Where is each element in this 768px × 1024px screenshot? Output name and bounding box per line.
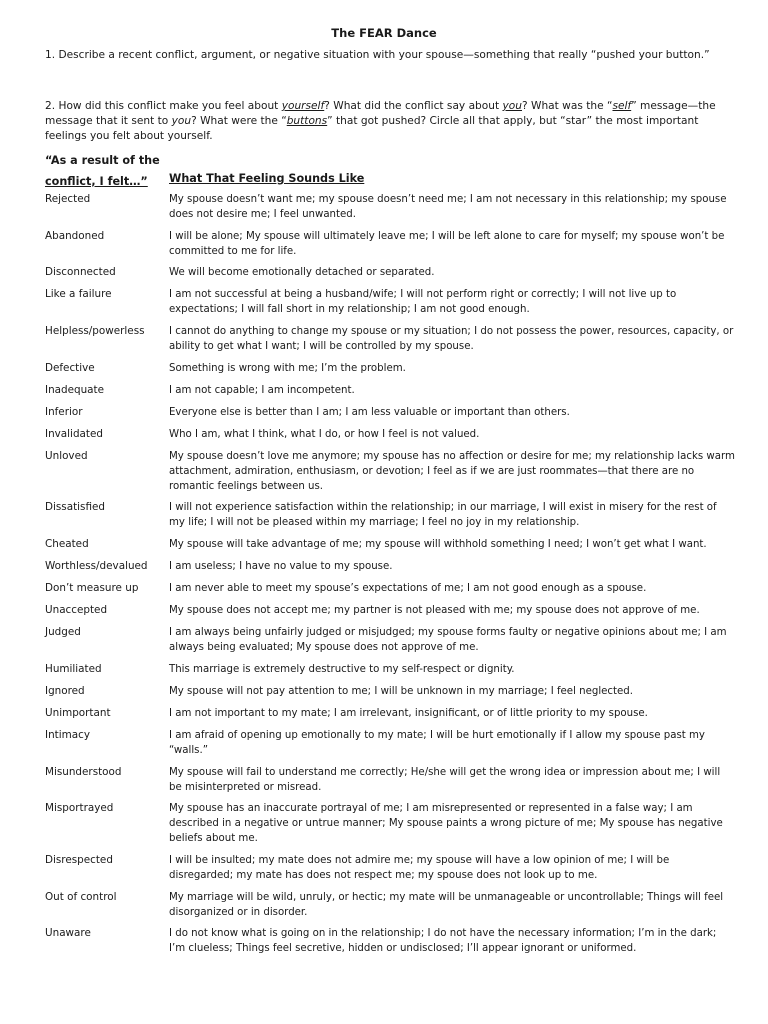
q2-text: ? What was the “: [521, 100, 613, 112]
description-column-header: What That Feeling Sounds Like: [169, 172, 365, 185]
feeling-description: I am never able to meet my spouse’s expectations of me; I am not good enough as a spouse.: [169, 583, 647, 594]
q2-text: ? What did the conflict say about: [324, 100, 503, 112]
feeling-label[interactable]: Misunderstood: [45, 766, 122, 778]
feeling-description: Everyone else is better than I am; I am less valuable or important than others.: [169, 407, 570, 418]
feeling-label[interactable]: Inadequate: [45, 384, 105, 396]
feeling-description: My spouse will not pay attention to me; I will be unknown in my marriage; I feel neglected.: [169, 686, 633, 697]
feeling-label[interactable]: Dissatisfied: [45, 501, 105, 513]
feeling-label[interactable]: Judged: [45, 626, 81, 638]
feeling-description: I am useless; I have no value to my spouse.: [169, 561, 393, 572]
feeling-label[interactable]: Like a failure: [45, 288, 112, 300]
question-2: [45, 99, 735, 144]
q2-emphasis-yourself: yourself: [281, 100, 325, 112]
q2-text: ? What were the “: [191, 115, 287, 127]
feeling-description: My spouse doesn’t love me anymore; my spouse has no affection or desire for me; my relationship lacks warm attachment, admiration, enthusiasm, or devotion; I feel as if we are just roommates—that there are no romantic feelings between us.: [169, 451, 735, 492]
feeling-label[interactable]: Defective: [45, 362, 95, 374]
feeling-label[interactable]: Invalidated: [45, 428, 103, 440]
feeling-label[interactable]: Abandoned: [45, 230, 105, 242]
feeling-label[interactable]: Inferior: [45, 406, 83, 418]
feeling-label[interactable]: Helpless/powerless: [45, 325, 145, 337]
feeling-description: I am not capable; I am incompetent.: [169, 385, 355, 396]
feeling-description: Who I am, what I think, what I do, or how I feel is not valued.: [169, 429, 480, 440]
feeling-description: I am not important to my mate; I am irrelevant, insignificant, or of little priority to my spouse.: [169, 708, 648, 719]
feeling-label[interactable]: Don’t measure up: [45, 582, 139, 594]
q2-emphasis-you: you: [502, 100, 522, 112]
feeling-label[interactable]: Unloved: [45, 450, 88, 462]
feeling-description: My spouse doesn’t want me; my spouse doesn’t need me; I am not necessary in this relationship; my spouse does not desire me; I feel unwanted.: [169, 194, 727, 220]
feeling-description: I am always being unfairly judged or misjudged; my spouse forms faulty or negative opinions about me; I am always being evaluated; My spouse does not approve of me.: [169, 627, 727, 653]
feeling-description: We will become emotionally detached or separated.: [169, 267, 435, 278]
feeling-description: I am afraid of opening up emotionally to my mate; I will be hurt emotionally if I allow my spouse past my “walls.”: [169, 730, 705, 756]
document-title: The FEAR Dance: [331, 26, 437, 40]
feeling-description: This marriage is extremely destructive to my self-respect or dignity.: [169, 664, 515, 675]
q2-emphasis-you-italic: you: [171, 115, 192, 127]
q2-emphasis-self: self: [612, 100, 632, 112]
feeling-column-header: [45, 150, 165, 192]
feeling-description: My spouse will take advantage of me; my spouse will withhold something I need; I won’t get what I want.: [169, 539, 707, 550]
feeling-label[interactable]: Rejected: [45, 193, 91, 205]
feeling-header-line-2: conflict, I felt…”: [45, 175, 148, 188]
feeling-label[interactable]: Out of control: [45, 891, 117, 903]
feeling-description: I will not experience satisfaction within the relationship; in our marriage, I will exist in misery for the rest of my life; I will not be pleased within my marriage; I feel no joy in my relationship.: [169, 502, 717, 528]
feeling-label[interactable]: Misportrayed: [45, 802, 114, 814]
feeling-label[interactable]: Worthless/devalued: [45, 560, 148, 572]
feeling-description: I will be insulted; my mate does not admire me; my spouse will have a low opinion of me; I will be disregarded; my mate has does not respect me; my spouse does not look up to me.: [169, 855, 670, 881]
question-1: 1. Describe a recent conflict, argument, or negative situation with your spouse—something that really “pushed your button.”: [45, 49, 710, 61]
feeling-description: I will be alone; My spouse will ultimately leave me; I will be left alone to care for myself; my spouse won’t be committed to me for life.: [169, 231, 725, 257]
feeling-header-line-1: “As a result of the: [45, 154, 160, 167]
feeling-label[interactable]: Cheated: [45, 538, 89, 550]
q2-text: 2. How did this conflict make you feel about: [45, 100, 282, 112]
feeling-description: My spouse has an inaccurate portrayal of me; I am misrepresented or represented in a false way; I am described in a negative or untrue manner; My spouse paints a wrong picture of me; My spouse has negative beliefs about me.: [169, 803, 723, 844]
feeling-description: My marriage will be wild, unruly, or hectic; my mate will be unmanageable or uncontrollable; Things will feel disorganized or in disorder.: [169, 892, 724, 918]
feeling-description: I cannot do anything to change my spouse or my situation; I do not possess the power, resources, capacity, or ability to get what I want; I will be controlled by my spouse.: [169, 326, 734, 352]
feeling-description: My spouse will fail to understand me correctly; He/she will get the wrong idea or impression about me; I will be misinterpreted or misread.: [169, 767, 721, 793]
feeling-label[interactable]: Disrespected: [45, 854, 113, 866]
feeling-description: Something is wrong with me; I’m the problem.: [169, 363, 406, 374]
q2-text: ” that got pushed? Circle all that apply, but “star” the most important feelings you felt about yourself.: [45, 115, 699, 142]
feeling-label[interactable]: Unimportant: [45, 707, 111, 719]
feeling-label[interactable]: Unaccepted: [45, 604, 108, 616]
feeling-label[interactable]: Intimacy: [45, 729, 90, 741]
q2-text: ” message—the message that it sent to: [45, 100, 716, 127]
feeling-description: My spouse does not accept me; my partner is not pleased with me; my spouse does not approve of me.: [169, 605, 700, 616]
feeling-label[interactable]: Ignored: [45, 685, 85, 697]
feeling-description: I do not know what is going on in the relationship; I do not have the necessary information; I’m in the dark; I’m clueless; Things feel secretive, hidden or undisclosed; I’ll appear ignorant or uniformed.: [169, 928, 717, 954]
feeling-label[interactable]: Humiliated: [45, 663, 102, 675]
feeling-label[interactable]: Unaware: [45, 927, 91, 939]
q2-emphasis-buttons: buttons: [286, 115, 328, 127]
feeling-label[interactable]: Disconnected: [45, 266, 116, 278]
feeling-description: I am not successful at being a husband/wife; I will not perform right or correctly; I will not live up to expectations; I will fall short in my relationship; I am not good enough.: [169, 289, 677, 315]
